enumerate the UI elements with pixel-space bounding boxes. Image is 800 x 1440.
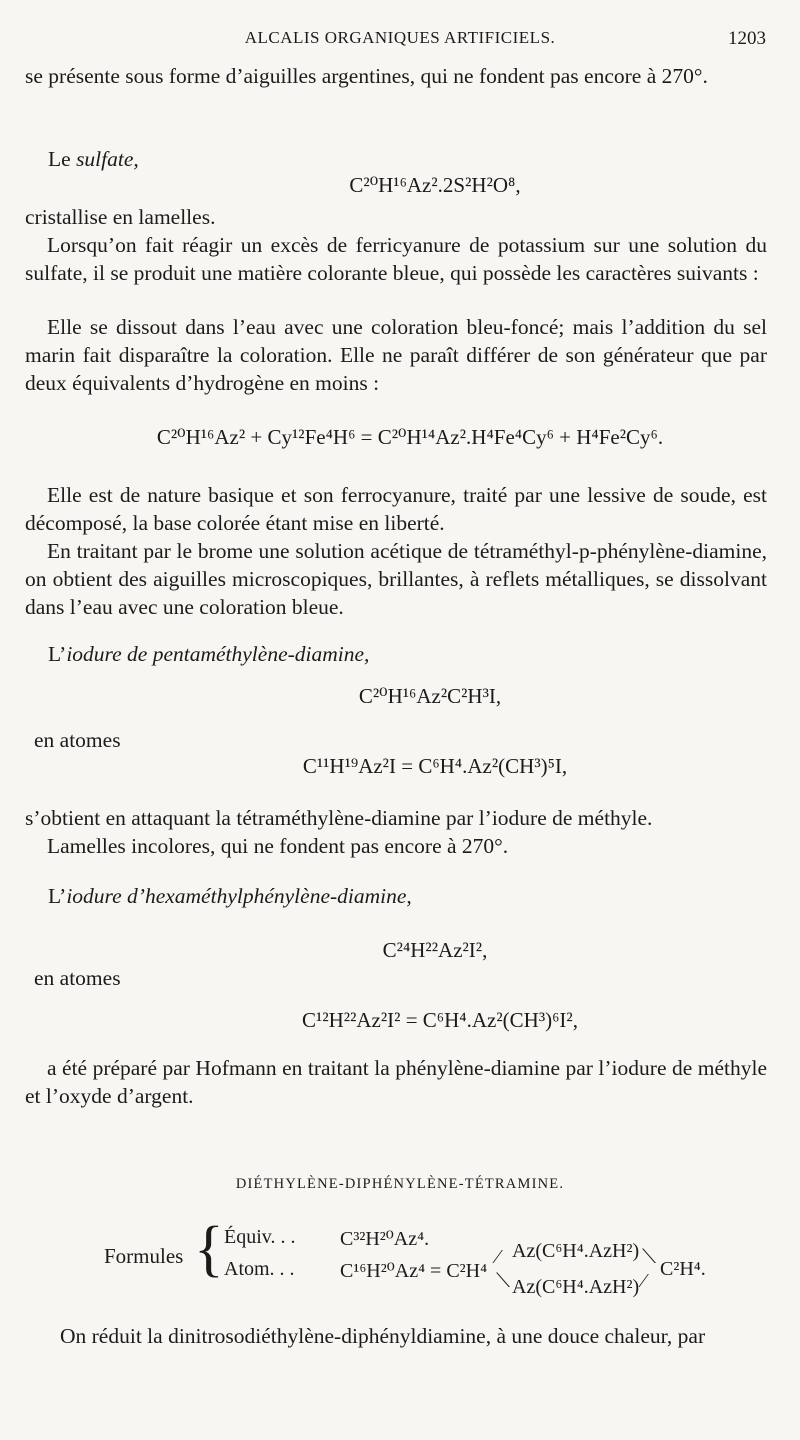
equiv-label: Équiv. . . [224, 1226, 296, 1248]
paragraph-9: a été préparé par Hofmann en traitant la phénylène-diamine par l’iodure de méthyle et l’oxyde d’argent. [25, 1056, 767, 1108]
formulas-block [0, 1215, 800, 1316]
paragraph-6: En traitant par le brome une solution acétique de tétraméthyl-p-phénylène-diamine, on obtient des aiguilles microscopiques, brillantes, à reflets métalliques, se dissolvant dans l’eau avec une coloration bleue. [25, 539, 767, 619]
page-number: 1203 [728, 28, 766, 49]
equiv-formula: C³²H²⁰Az⁴. [340, 1228, 430, 1250]
running-head: ALCALIS ORGANIQUES ARTIFICIELS. [244, 28, 556, 47]
en-atomes-1: en atomes [34, 728, 121, 752]
atom-branch-bottom: Az(C⁶H⁴.AzH²) [512, 1276, 640, 1298]
atom-formula-rhs: C²H⁴. [660, 1258, 706, 1280]
branch-up-icon: ⁄ [496, 1246, 500, 1268]
paragraph-3: Lorsqu’on fait réagir un excès de ferricyanure de potassium sur une solution du sulfate, il se produit une matière colorante bleue, qui possède les caractères suivants : [25, 233, 767, 285]
sulfate-label-italic: sulfate, [76, 147, 139, 171]
equation-ferricyanure: C²⁰H¹⁶Az² + Cy¹²Fe⁴H⁶ = C²⁰H¹⁴Az².H⁴Fe⁴Cy⁶ + H⁴Fe²Cy⁶. [156, 425, 664, 449]
section-title: DIÉTHYLÈNE-DIPHÉNYLÈNE-TÉTRAMINE. [235, 1176, 565, 1192]
iodure-2-label [48, 882, 412, 910]
branch-down-icon: ⟍ [496, 1270, 510, 1292]
atom-branch-top: Az(C⁶H⁴.AzH²) [512, 1240, 640, 1262]
sulfate-label-prefix: Le [48, 147, 77, 171]
paragraph-7: s’obtient en attaquant la tétraméthylène-diamine par l’iodure de méthyle. [25, 806, 653, 830]
atom-label: Atom. . . [224, 1258, 295, 1280]
paragraph-1: se présente sous forme d’aiguilles argentines, qui ne fondent pas encore à 270°. [25, 64, 708, 88]
iodure-1-label [48, 640, 369, 668]
paragraph-2: cristallise en lamelles. [25, 205, 216, 229]
iodure-1-atom-formula: C¹¹H¹⁹Az²I = C⁶H⁴.Az²(CH³)⁵I, [302, 754, 568, 778]
iodure-2-italic: iodure d’hexaméthylphénylène-diamine, [66, 884, 412, 908]
en-atomes-2: en atomes [34, 966, 121, 990]
paragraph-4: Elle se dissout dans l’eau avec une coloration bleu-foncé; mais l’addition du sel marin fait disparaître la coloration. Elle ne paraît différer de son générateur que par deux équivalents d’hydrogène en moins : [25, 315, 767, 395]
iodure-1-prefix: L’ [48, 642, 67, 666]
iodure-2-atom-formula: C¹²H²²Az²I² = C⁶H⁴.Az²(CH³)⁶I², [302, 1008, 578, 1032]
iodure-1-formula: C²⁰H¹⁶Az²C²H³I, [358, 684, 502, 708]
left-brace-icon: { [194, 1215, 224, 1283]
paragraph-10: On réduit la dinitrosodiéthylène-diphényldiamine, à une douce chaleur, par [60, 1324, 706, 1348]
branch-right-down-icon: ⁄ [642, 1270, 646, 1292]
branch-right-up-icon: ⟍ [642, 1246, 656, 1268]
page-header [0, 26, 800, 56]
sulfate-formula: C²⁰H¹⁶Az².2S²H²O⁸, [349, 173, 521, 197]
iodure-1-italic: iodure de pentaméthylène-diamine, [66, 642, 370, 666]
paragraph-8: Lamelles incolores, qui ne fondent pas encore à 270°. [47, 834, 509, 858]
paragraph-5: Elle est de nature basique et son ferrocyanure, traité par une lessive de soude, est décomposé, la base colorée étant mise en liberté. [25, 483, 767, 535]
iodure-2-formula: C²⁴H²²Az²I², [382, 938, 488, 962]
sulfate-label [48, 145, 139, 173]
formulas-label: Formules [104, 1244, 184, 1268]
iodure-2-prefix: L’ [48, 884, 67, 908]
atom-formula-lhs: C¹⁶H²⁰Az⁴ = C²H⁴ [340, 1260, 488, 1282]
